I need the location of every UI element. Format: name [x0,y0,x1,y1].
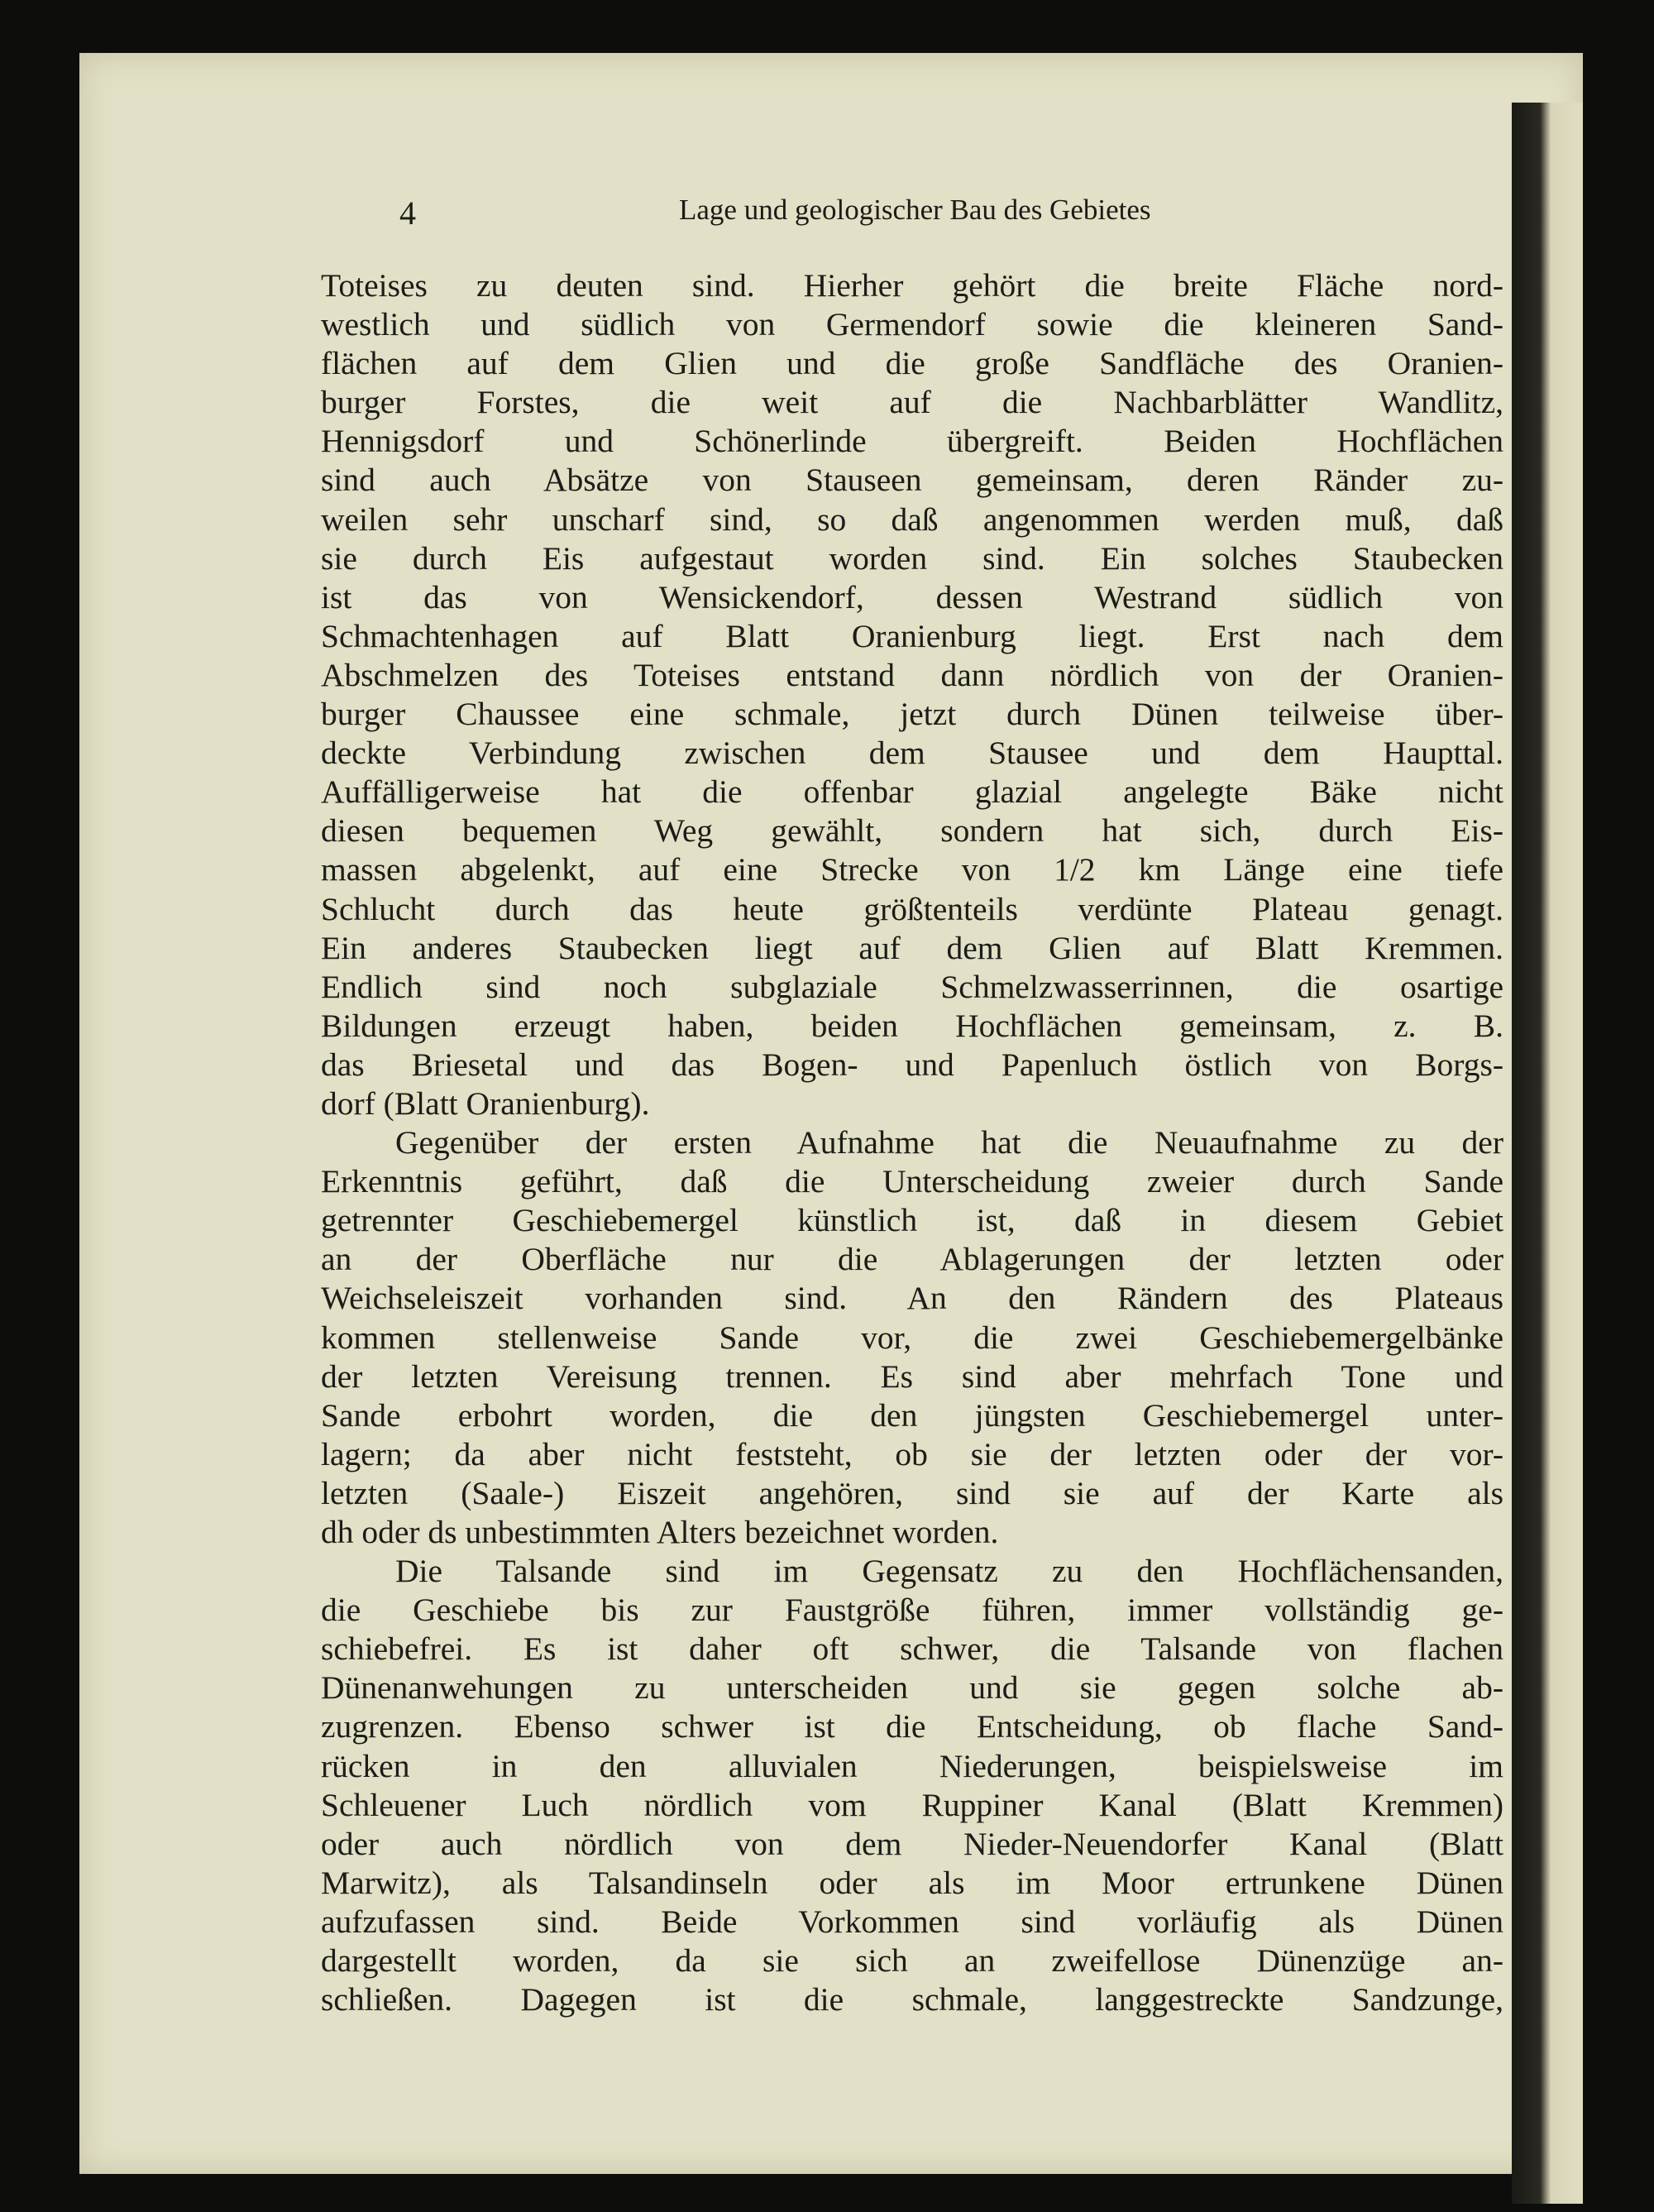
text-line: Schleuener Luch nördlich vom Ruppiner Kanal (Blatt Kremmen) [321,1786,1503,1823]
page-number: 4 [399,194,416,232]
text-line: ist das von Wensickendorf, dessen Westrand südlich von [321,578,1503,615]
text-line: sie durch Eis aufgestaut worden sind. Ein solches Staubecken [321,539,1503,577]
text-line: Ein anderes Staubecken liegt auf dem Glien auf Blatt Kremmen. [321,929,1503,966]
text-line: rücken in den alluvialen Niederungen, beispielsweise im [321,1747,1503,1784]
paper-sheet [79,53,1583,2174]
text-line: sind auch Absätze von Stauseen gemeinsam, deren Ränder zu- [321,462,1503,499]
text-line: letzten (Saale-) Eiszeit angehören, sind sie auf der Karte als [321,1474,1503,1511]
text-line: der letzten Vereisung trennen. Es sind aber mehrfach Tone und [321,1357,1503,1395]
running-title: Lage und geologischer Bau des Gebietes [679,194,1151,226]
text-line: getrennter Geschiebemergel künstlich ist, daß in diesem Gebiet [321,1202,1503,1239]
text-line: weilen sehr unscharf sind, so daß angenommen werden muß, daß [321,500,1503,538]
paragraph-start-line: Die Talsande sind im Gegensatz zu den Hochflächensanden, [395,1553,1503,1590]
page-fold-edge [1512,103,1583,2204]
text-line: Bildungen erzeugt haben, beiden Hochflächen gemeinsam, z. B. [321,1007,1503,1044]
text-line: die Geschiebe bis zur Faustgröße führen, immer vollständig ge- [321,1592,1503,1629]
text-line: Erkenntnis geführt, daß die Unterscheidung zweier durch Sande [321,1163,1503,1200]
text-line: Abschmelzen des Toteises entstand dann nördlich von der Oranien- [321,656,1503,693]
text-line: Weichseleiszeit vorhanden sind. An den Rändern des Plateaus [321,1280,1503,1317]
text-line: burger Forstes, die weit auf die Nachbarblätter Wandlitz, [321,384,1503,421]
body-text [321,266,1503,2019]
text-line: Schmachtenhagen auf Blatt Oranienburg liegt. Erst nach dem [321,617,1503,654]
text-line: an der Oberfläche nur die Ablagerungen der letzten oder [321,1241,1503,1278]
text-line: Hennigsdorf und Schönerlinde übergreift. Beiden Hochflächen [321,423,1503,460]
text-line: Endlich sind noch subglaziale Schmelzwasserrinnen, die osartige [321,968,1503,1005]
text-line: schiebefrei. Es ist daher oft schwer, die Talsande von flachen [321,1630,1503,1668]
text-line: oder auch nördlich von dem Nieder-Neuendorfer Kanal (Blatt [321,1825,1503,1862]
text-line: dh oder ds unbestimmten Alters bezeichnet worden. [321,1514,999,1550]
text-line: diesen bequemen Weg gewählt, sondern hat sich, durch Eis- [321,812,1503,850]
text-line: deckte Verbindung zwischen dem Stausee und dem Haupttal. [321,735,1503,772]
running-header [323,185,1481,235]
text-line: Schlucht durch das heute größtenteils verdünte Plateau genagt. [321,890,1503,927]
text-line: Dünenanwehungen zu unterscheiden und sie gegen solche ab- [321,1669,1503,1707]
text-line: Toteises zu deuten sind. Hierher gehört die breite Fläche nord- [321,267,1503,304]
text-line: dorf (Blatt Oranienburg). [321,1084,650,1122]
text-line: Auffälligerweise hat die offenbar glazial angelegte Bäke nicht [321,773,1503,811]
text-line: zugrenzen. Ebenso schwer ist die Entscheidung, ob flache Sand- [321,1708,1503,1745]
text-line: lagern; da aber nicht feststeht, ob sie der letzten oder der vor- [321,1435,1503,1472]
text-line: Sande erbohrt worden, die den jüngsten Geschiebemergel unter- [321,1396,1503,1434]
text-line: dargestellt worden, da sie sich an zweifellose Dünenzüge an- [321,1942,1503,1980]
text-line: westlich und südlich von Germendorf sowie die kleineren Sand- [321,306,1503,343]
paragraph-start-line: Gegenüber der ersten Aufnahme hat die Neuaufnahme zu der [395,1124,1503,1161]
text-line: flächen auf dem Glien und die große Sandfläche des Oranien- [321,345,1503,382]
text-line: burger Chaussee eine schmale, jetzt durch Dünen teilweise über- [321,696,1503,733]
text-line: aufzufassen sind. Beide Vorkommen sind vorläufig als Dünen [321,1903,1503,1940]
text-line: Marwitz), als Talsandinseln oder als im Moor ertrunkene Dünen [321,1864,1503,1901]
text-line: kommen stellenweise Sande vor, die zwei Geschiebemergelbänke [321,1319,1503,1356]
text-line: massen abgelenkt, auf eine Strecke von 1/2 km Länge eine tiefe [321,851,1503,888]
text-line: das Briesetal und das Bogen- und Papenluch östlich von Borgs- [321,1046,1503,1083]
text-line: schließen. Dagegen ist die schmale, langgestreckte Sandzunge, [321,1981,1503,2018]
